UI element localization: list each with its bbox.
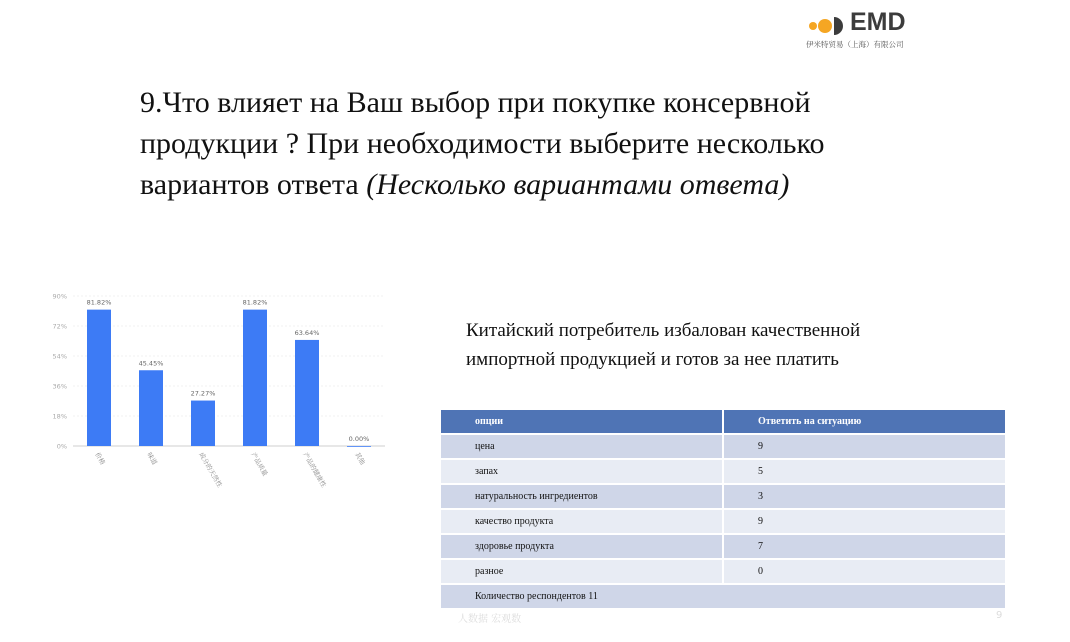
title-italic: (Несколько вариантами ответа) bbox=[366, 168, 790, 201]
company-logo bbox=[808, 8, 928, 52]
bar bbox=[87, 310, 111, 446]
note-text: Китайский потребитель избалован качественной импортной продукцией и готов за нее платить bbox=[466, 320, 861, 370]
table-cell: натуральность ингредиентов bbox=[441, 485, 724, 510]
table-row bbox=[441, 535, 1007, 560]
bar bbox=[347, 446, 371, 447]
y-tick-label: 54% bbox=[52, 352, 67, 361]
table-cell: 5 bbox=[724, 460, 1007, 485]
bar-value-label: 45.45% bbox=[138, 359, 164, 368]
table-header-row bbox=[441, 410, 1007, 435]
table-row bbox=[441, 435, 1007, 460]
x-tick-label: 味道 bbox=[145, 451, 159, 467]
table-cell: качество продукта bbox=[441, 510, 724, 535]
table-header-cell: Ответить на ситуацию bbox=[724, 410, 1007, 435]
logo-subtitle: 伊米特贸易（上海）有限公司 bbox=[806, 40, 904, 49]
x-tick-label: 其他 bbox=[353, 451, 367, 467]
table-row bbox=[441, 460, 1007, 485]
x-tick-label: 产品质量 bbox=[249, 451, 270, 478]
table-cell: 0 bbox=[724, 560, 1007, 585]
table-cell: 9 bbox=[724, 435, 1007, 460]
table-cell: 7 bbox=[724, 535, 1007, 560]
table-header-cell: опции bbox=[441, 410, 724, 435]
logo-name: EMD bbox=[850, 8, 906, 36]
table-cell: здоровье продукта bbox=[441, 535, 724, 560]
table-cell: запах bbox=[441, 460, 724, 485]
bar bbox=[139, 370, 163, 446]
table-cell: цена bbox=[441, 435, 724, 460]
footer-watermark: 人数据 宏观数 bbox=[458, 614, 522, 625]
x-tick-label: 价格 bbox=[93, 451, 107, 467]
bar bbox=[295, 340, 319, 446]
bar bbox=[191, 401, 215, 446]
x-tick-label: 产品的健康性 bbox=[301, 451, 328, 489]
title-main: 9.Что влияет на Ваш выбор при покупке консервной продукции ? При необходимости выберите несколько вариантов ответа bbox=[140, 86, 825, 201]
table-row bbox=[441, 510, 1007, 535]
table-row bbox=[441, 560, 1007, 585]
slide-title bbox=[140, 82, 940, 205]
bar bbox=[243, 310, 267, 446]
x-tick-label: 成分的天然性 bbox=[197, 451, 224, 489]
bar-value-label: 81.82% bbox=[86, 298, 112, 307]
bar-value-label: 27.27% bbox=[190, 389, 216, 398]
y-tick-label: 72% bbox=[52, 322, 67, 331]
bar-chart bbox=[40, 285, 400, 515]
survey-table bbox=[441, 410, 1007, 610]
table-cell: 3 bbox=[724, 485, 1007, 510]
table-cell: 9 bbox=[724, 510, 1007, 535]
table-row bbox=[441, 485, 1007, 510]
bar-value-label: 63.64% bbox=[294, 328, 320, 337]
y-tick-label: 36% bbox=[52, 382, 67, 391]
y-tick-label: 90% bbox=[52, 292, 67, 301]
page-number: 9 bbox=[996, 610, 1003, 621]
emd-logo-icon bbox=[808, 14, 848, 38]
y-tick-label: 0% bbox=[56, 442, 67, 451]
bar-value-label: 0.00% bbox=[348, 435, 370, 443]
bar-value-label: 81.82% bbox=[242, 298, 268, 307]
table-footer-row bbox=[441, 585, 1007, 610]
respondents-count: Количество респондентов 11 bbox=[441, 585, 1007, 610]
table-cell: разное bbox=[441, 560, 724, 585]
y-tick-label: 18% bbox=[52, 412, 67, 421]
